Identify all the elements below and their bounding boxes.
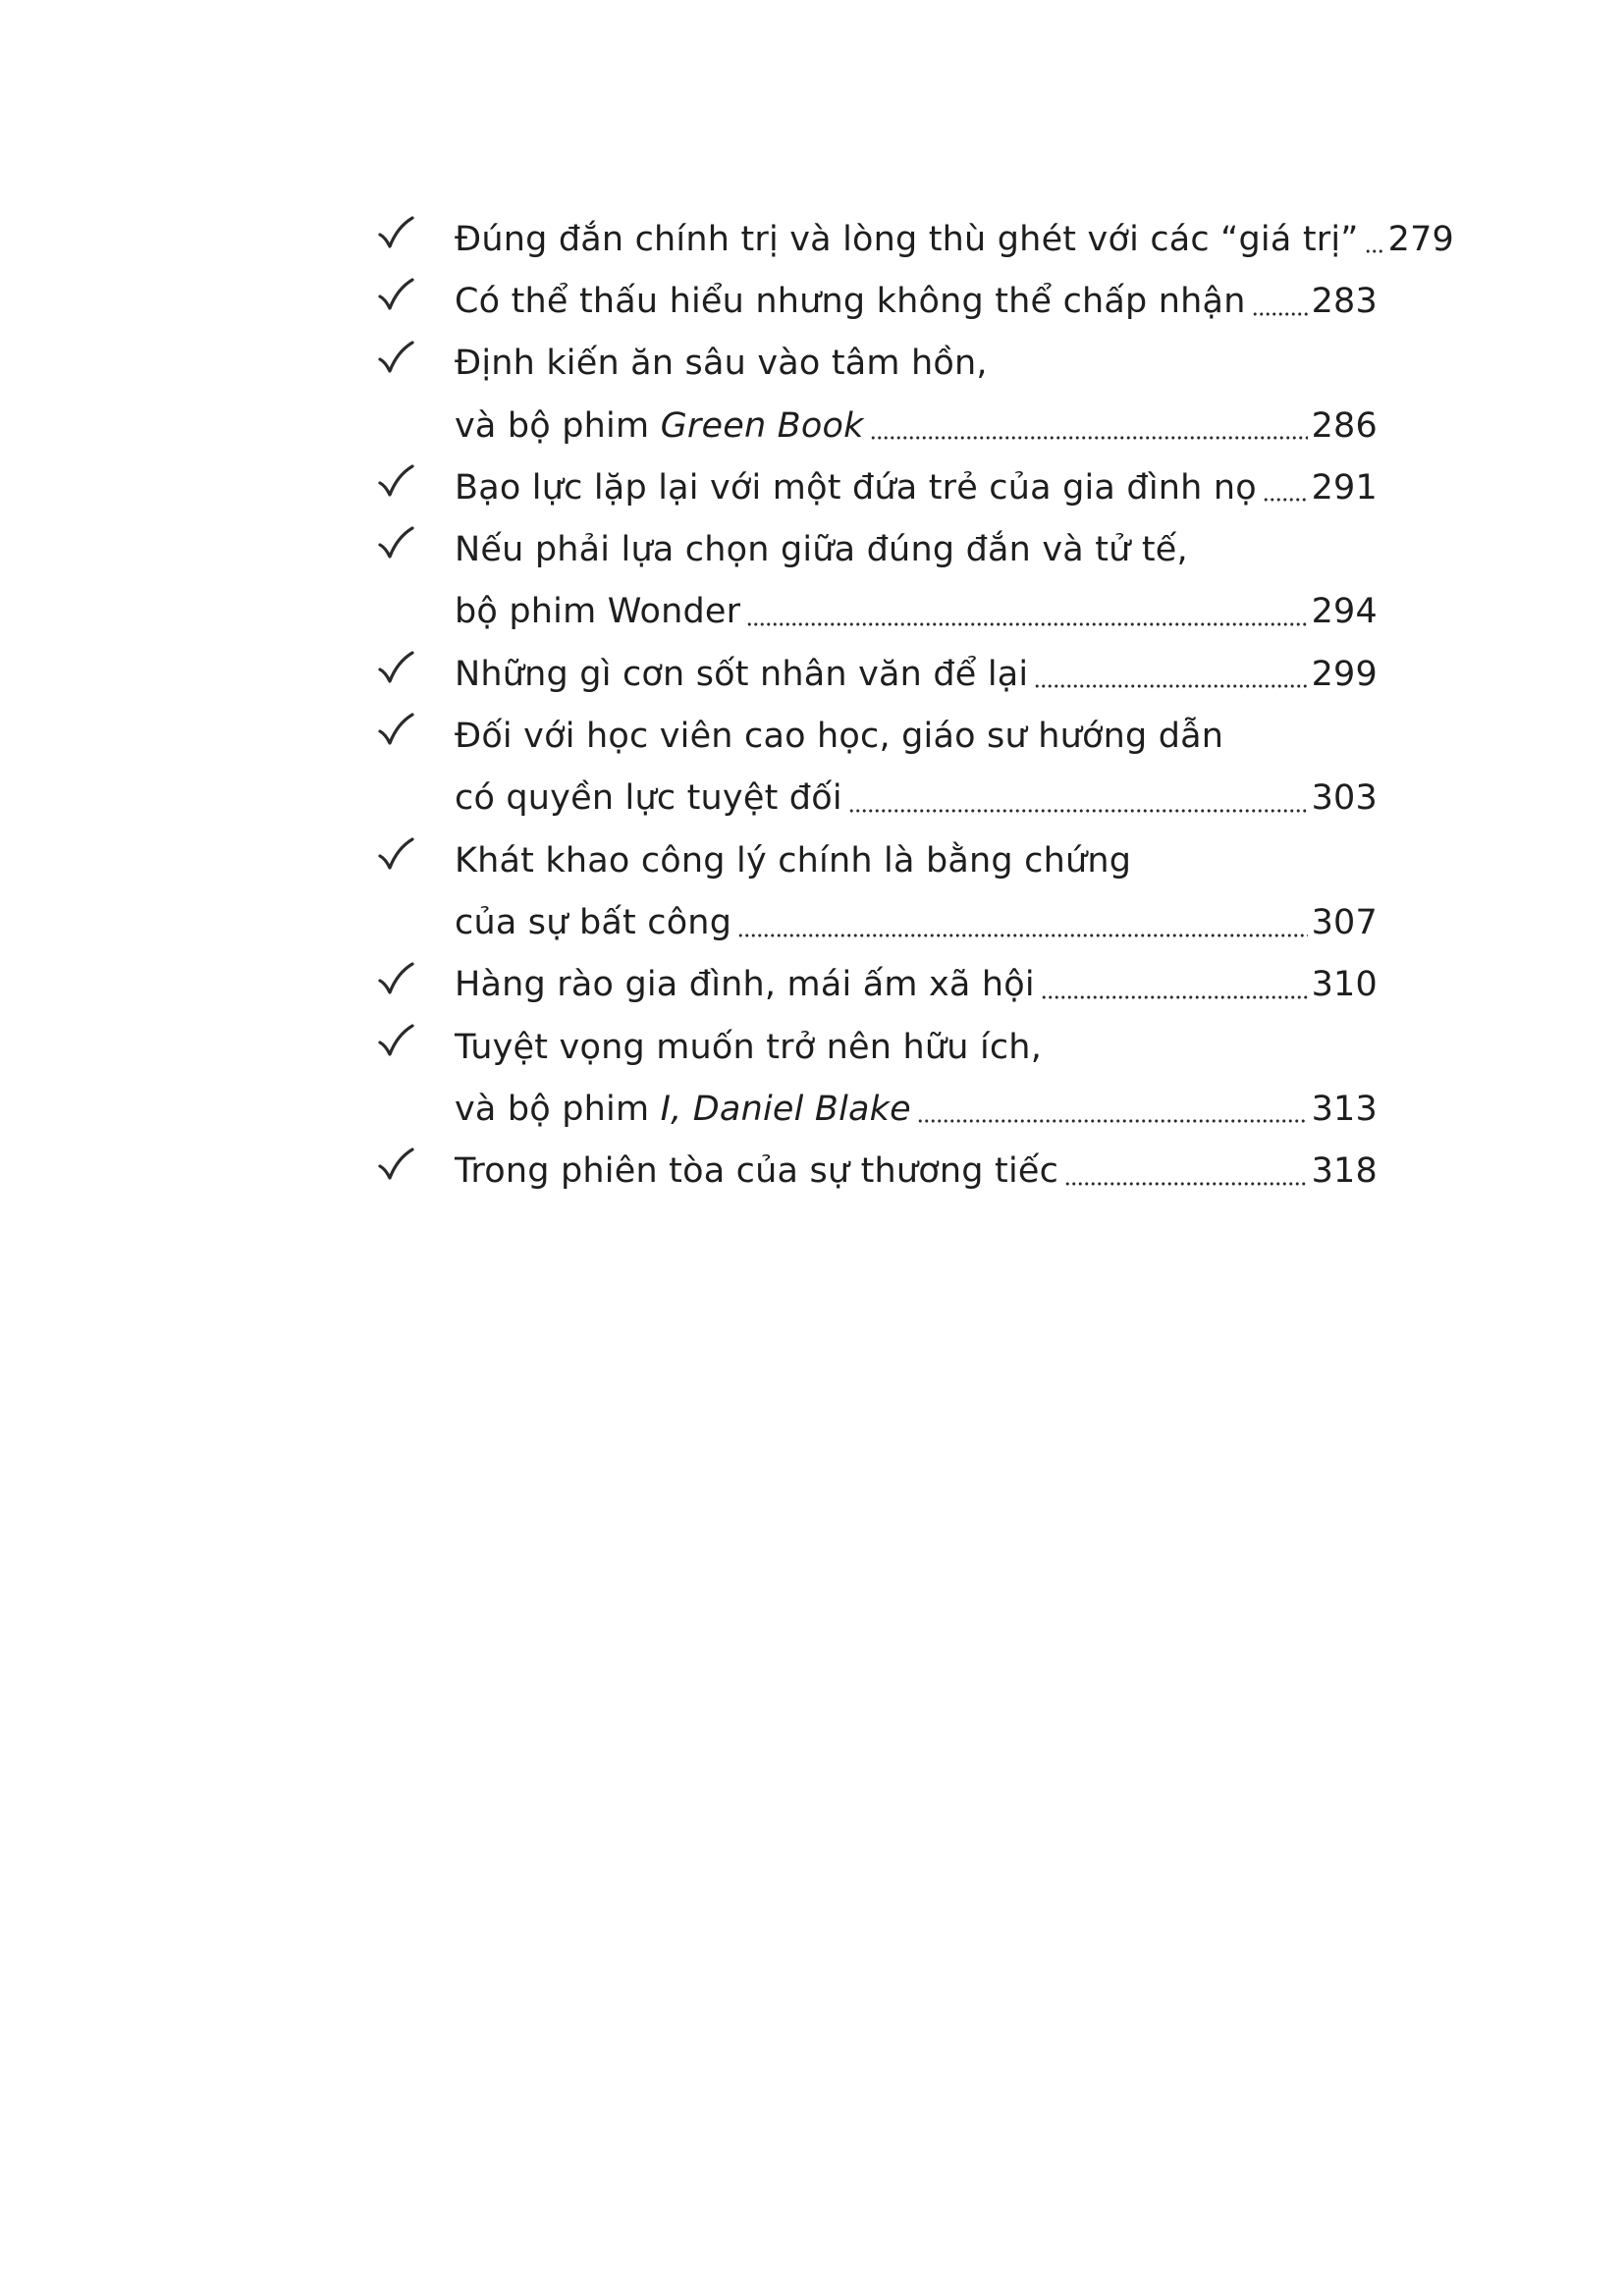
film-title: I, Daniel Blake bbox=[660, 1089, 911, 1129]
dot-leader bbox=[1041, 995, 1308, 999]
dot-leader bbox=[1263, 498, 1308, 502]
checkmark-icon bbox=[376, 524, 415, 563]
page-number: 286 bbox=[1311, 405, 1378, 446]
toc-entry-line bbox=[376, 643, 1378, 705]
toc-entry-title bbox=[455, 655, 1028, 694]
checkmark-icon bbox=[376, 960, 415, 999]
toc-entry-line bbox=[376, 891, 1378, 953]
title-text: Có thể thấu hiểu nhưng không thể chấp nhận bbox=[455, 281, 1246, 321]
toc-entry-line bbox=[376, 1016, 1378, 1078]
toc-entry-line bbox=[376, 333, 1378, 395]
title-text: Bạo lực lặp lại với một đứa trẻ của gia đình nọ bbox=[455, 467, 1257, 507]
title-text: và bộ phim bbox=[455, 1089, 661, 1129]
dot-leader bbox=[1064, 1182, 1308, 1186]
dot-leader bbox=[917, 1119, 1308, 1123]
title-text: Khát khao công lý chính là bằng chứng bbox=[455, 840, 1132, 881]
toc-entry-title bbox=[455, 468, 1257, 507]
toc-entry-title bbox=[455, 841, 1131, 881]
checkmark-icon bbox=[376, 835, 415, 875]
checkmark-icon bbox=[376, 462, 415, 502]
checkmark-icon bbox=[376, 339, 415, 378]
page-number: 318 bbox=[1311, 1151, 1378, 1192]
toc-entry-title bbox=[455, 1151, 1058, 1191]
title-text: Đúng đắn chính trị và lòng thù ghét với các “giá trị” bbox=[455, 219, 1359, 259]
dot-leader bbox=[1034, 684, 1307, 688]
checkmark-icon bbox=[376, 1022, 415, 1061]
title-text: Nếu phải lựa chọn giữa đúng đắn và tử tế, bbox=[455, 530, 1188, 570]
toc-entry bbox=[376, 1140, 1378, 1201]
page-number: 303 bbox=[1311, 778, 1378, 819]
toc-entry-line bbox=[376, 705, 1378, 767]
checkmark-icon bbox=[376, 214, 415, 253]
page-number: 307 bbox=[1311, 902, 1378, 942]
toc-entry bbox=[376, 1016, 1378, 1141]
toc-entry-line bbox=[376, 208, 1455, 270]
toc-entry bbox=[376, 208, 1455, 270]
page-number: 310 bbox=[1311, 965, 1378, 1005]
toc-entry bbox=[376, 333, 1378, 457]
page-number: 291 bbox=[1311, 467, 1378, 507]
page-number: 283 bbox=[1311, 281, 1378, 321]
film-title: Green Book bbox=[660, 405, 864, 446]
dot-leader bbox=[848, 809, 1308, 813]
title-text: Tuyệt vọng muốn trở nên hữu ích, bbox=[455, 1027, 1043, 1067]
title-text: của sự bất công bbox=[455, 902, 732, 942]
toc-entry-line bbox=[376, 518, 1378, 580]
toc-entry-title bbox=[455, 903, 731, 942]
page-number: 313 bbox=[1311, 1089, 1378, 1129]
dot-leader bbox=[870, 436, 1308, 440]
toc-entry-title bbox=[455, 778, 842, 818]
toc-entry-line bbox=[376, 270, 1378, 332]
toc-entry-title bbox=[455, 1028, 1042, 1067]
title-text: Trong phiên tòa của sự thương tiếc bbox=[455, 1151, 1059, 1192]
toc-entry bbox=[376, 954, 1378, 1016]
title-text: Những gì cơn sốt nhân văn để lại bbox=[455, 654, 1029, 694]
toc-entry bbox=[376, 829, 1378, 954]
toc-entry-line bbox=[376, 829, 1378, 891]
toc-entry-title bbox=[455, 220, 1359, 259]
title-text: Đối với học viên cao học, giáo sư hướng dẫn bbox=[455, 717, 1224, 757]
toc-entry bbox=[376, 270, 1378, 332]
toc-entry-line bbox=[376, 581, 1378, 643]
toc-entry bbox=[376, 643, 1378, 705]
toc-entry-title bbox=[455, 965, 1035, 1004]
checkmark-icon bbox=[376, 649, 415, 688]
title-text: và bộ phim bbox=[455, 405, 661, 446]
toc-entry-title bbox=[455, 282, 1246, 321]
toc-entry bbox=[376, 456, 1378, 518]
toc-entry-title bbox=[455, 406, 864, 446]
title-text: Hàng rào gia đình, mái ấm xã hội bbox=[455, 965, 1035, 1005]
dot-leader bbox=[1365, 249, 1384, 253]
toc-entry-line bbox=[376, 1078, 1378, 1140]
dot-leader bbox=[737, 934, 1307, 937]
toc-entry-line bbox=[376, 395, 1378, 456]
toc-entry-line bbox=[376, 768, 1378, 829]
checkmark-icon bbox=[376, 276, 415, 315]
title-text: bộ phim Wonder bbox=[455, 592, 741, 632]
toc-entry-title bbox=[455, 717, 1223, 756]
page-number: 294 bbox=[1311, 592, 1378, 632]
dot-leader bbox=[746, 622, 1307, 626]
toc-entry-line bbox=[376, 1140, 1378, 1201]
toc-entry-title bbox=[455, 344, 988, 383]
page-number: 299 bbox=[1311, 654, 1378, 694]
toc-entry-line bbox=[376, 954, 1378, 1016]
dot-leader bbox=[1252, 312, 1308, 316]
toc-entry-title bbox=[455, 530, 1188, 569]
toc-entry-line bbox=[376, 456, 1378, 518]
toc-entry-title bbox=[455, 1090, 911, 1129]
toc-entry bbox=[376, 705, 1378, 829]
title-text: Định kiến ăn sâu vào tâm hồn, bbox=[455, 344, 988, 384]
table-of-contents bbox=[376, 208, 1455, 1202]
toc-entry-title bbox=[455, 592, 740, 631]
checkmark-icon bbox=[376, 711, 415, 750]
title-text: có quyền lực tuyệt đối bbox=[455, 778, 842, 819]
checkmark-icon bbox=[376, 1146, 415, 1185]
toc-entry bbox=[376, 518, 1378, 643]
page-number: 279 bbox=[1387, 219, 1455, 259]
